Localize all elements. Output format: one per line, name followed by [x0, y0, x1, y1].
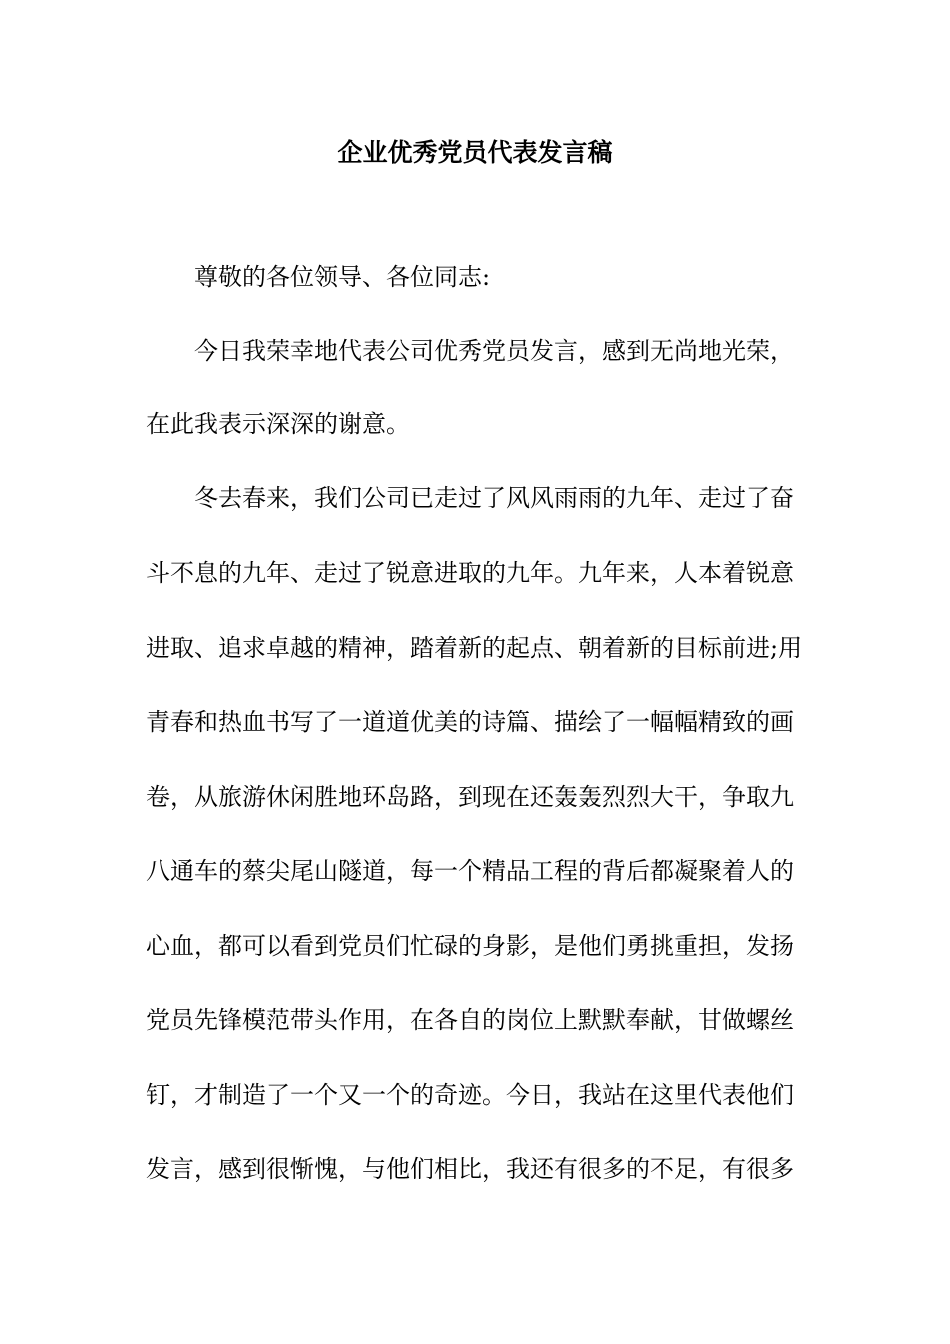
body-line: 八通车的蔡尖尾山隧道，每一个精品工程的背后都凝聚着人的 [146, 857, 794, 885]
document-title: 企业优秀党员代表发言稿 [337, 138, 613, 167]
body-line: 钉，才制造了一个又一个的奇迹。今日，我站在这里代表他们 [146, 1081, 794, 1109]
body-line: 今日我荣幸地代表公司优秀党员发言，感到无尚地光荣， [194, 337, 794, 365]
body-line: 卷，从旅游休闲胜地环岛路，到现在还轰轰烈烈大干，争取九 [146, 783, 794, 811]
body-line: 党员先锋模范带头作用，在各自的岗位上默默奉献，甘做螺丝 [146, 1006, 794, 1034]
body-line: 在此我表示深深的谢意。 [146, 410, 410, 438]
body-line: 进取、追求卓越的精神，踏着新的起点、朝着新的目标前进;用 [146, 634, 803, 662]
body-line: 青春和热血书写了一道道优美的诗篇、描绘了一幅幅精致的画 [146, 708, 794, 736]
body-line: 斗不息的九年、走过了锐意进取的九年。九年来，人本着锐意 [146, 559, 794, 587]
salutation-line: 尊敬的各位领导、各位同志: [194, 263, 491, 291]
body-line: 冬去春来，我们公司已走过了风风雨雨的九年、走过了奋 [194, 484, 794, 512]
body-line: 心血，都可以看到党员们忙碌的身影，是他们勇挑重担，发扬 [146, 932, 794, 960]
body-line: 发言，感到很惭愧，与他们相比，我还有很多的不足，有很多 [146, 1155, 794, 1183]
